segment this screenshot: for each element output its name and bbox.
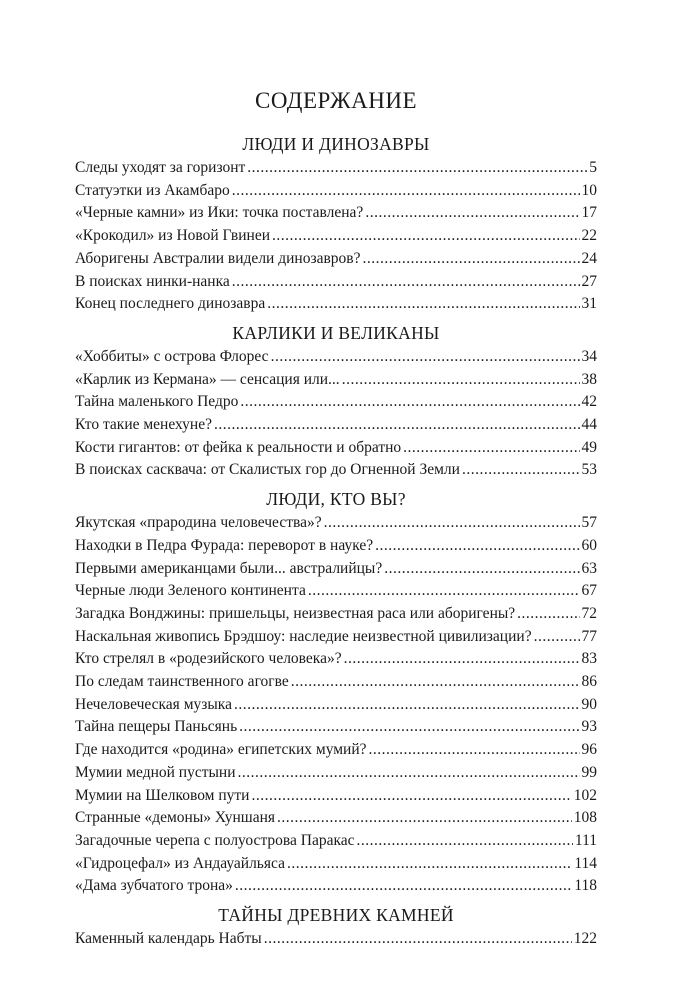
dot-leader [324,512,580,535]
dot-leader [344,648,580,671]
dot-leader [369,739,580,762]
entry-title: Якутская «прародина человечества»? [75,514,322,532]
entry-page-number: 122 [573,930,597,948]
entry-title: Аборигены Австралии видели динозавров? [75,249,361,267]
entry-title: «Крокодил» из Новой Гвинеи [75,227,270,245]
entry-title: Кости гигантов: от фейка к реальности и обратно [75,438,402,456]
entry-title: «Гидроцефал» из Андауайльяса [75,854,285,872]
toc-entry [75,648,597,671]
section-heading: КАРЛИКИ И ВЕЛИКАНЫ [232,322,440,343]
entry-page-number: 83 [581,650,597,668]
toc-entry [75,414,597,437]
entry-page-number: 90 [581,695,597,713]
entry-page-number: 42 [581,393,597,411]
entry-title: Наскальная живопись Брэдшоу: наследие неизвестной цивилизации? [75,627,532,645]
toc-entry [75,293,597,316]
dot-leader [403,437,579,460]
entry-page-number: 34 [581,347,597,365]
dot-leader [251,785,571,808]
entry-page-number: 27 [581,272,597,290]
entry-page-number: 72 [581,604,597,622]
entry-page-number: 5 [589,159,597,176]
entry-page-number: 38 [581,370,597,388]
toc-entry [75,369,597,392]
dot-leader [272,225,580,248]
entry-page-number: 31 [581,295,597,313]
toc-entry [75,928,597,951]
entry-title: Где находится «родина» египетских мумий? [75,741,367,759]
entry-title: Черные люди Зеленого континента [75,582,306,600]
dot-leader [232,180,580,203]
dot-leader [271,346,580,369]
entry-title: Загадочные черепа с полуострова Паракас [75,831,355,849]
entry-page-number: 63 [581,559,597,577]
dot-leader [308,580,580,603]
dot-leader [462,459,580,482]
entry-page-number: 17 [581,204,597,222]
entry-title: В поисках нинки-нанка [75,272,230,290]
dot-leader [277,807,572,830]
entry-title: В поисках сасквача: от Скалистых гор до Огненной Земли [75,461,460,479]
toc-entry [75,603,597,626]
entry-title: Каменный календарь Набты [75,930,262,948]
dot-leader [267,293,579,316]
toc-entry [75,580,597,603]
table-of-contents [75,131,597,951]
dot-leader [214,414,580,437]
entry-title: Статуэтки из Акамбаро [75,181,230,199]
entry-page-number: 108 [573,809,597,827]
entry-page-number: 86 [581,673,597,691]
dot-leader [287,853,572,876]
toc-entry [75,716,597,739]
entry-page-number: 77 [581,627,597,645]
entry-title: Мумии медной пустыни [75,763,236,781]
entry-page-number: 49 [581,438,597,456]
section-heading: ТАЙНЫ ДРЕВНИХ КАМНЕЙ [218,905,454,926]
entry-page-number: 114 [574,854,597,872]
toc-entry [75,512,597,535]
toc-entry [75,248,597,271]
entry-title: Мумии на Шелковом пути [75,786,250,804]
section-heading: ЛЮДИ, КТО ВЫ? [266,489,406,510]
dot-leader [517,603,579,626]
toc-entry [75,807,597,830]
dot-leader [232,271,580,294]
toc-entry [75,785,597,808]
toc-entry [75,558,597,581]
entry-title: Кто такие менехуне? [75,416,212,434]
dot-leader [240,391,579,414]
toc-entry [75,671,597,694]
toc-entry [75,346,597,369]
toc-entry [75,202,597,225]
toc-entry [75,535,597,558]
section-entries [75,157,597,316]
entry-title: Находки в Педра Фурада: переворот в науке? [75,536,374,554]
toc-entry [75,437,597,460]
entry-page-number: 118 [574,877,597,895]
entry-page-number: 53 [581,461,597,479]
entry-page-number: 111 [574,831,597,849]
dot-leader [384,558,579,581]
section-entries [75,512,597,898]
entry-page-number: 102 [573,786,597,804]
entry-title: Тайна маленького Педро [75,393,239,411]
entry-title: Загадка Вонджины: пришельцы, неизвестная раса или аборигены? [75,604,516,622]
entry-page-number: 44 [581,416,597,434]
toc-entry [75,762,597,785]
dot-leader [234,694,580,717]
entry-title: «Черные камни» из Ики: точка поставлена? [75,204,364,222]
entry-title: По следам таинственного агогве [75,673,289,691]
section-heading: ЛЮДИ И ДИНОЗАВРЫ [242,134,430,154]
dot-leader [239,716,579,739]
dot-leader [375,535,579,558]
entry-title: «Хоббиты» с острова Флорес [75,347,269,365]
toc-entry [75,157,597,180]
section-entries [75,346,597,482]
entry-page-number: 22 [581,227,597,245]
dot-leader [235,875,572,898]
dot-leader [534,626,580,649]
entry-title: Первыми американцами были... австралийцы? [75,559,383,577]
dot-leader [247,157,587,180]
toc-entry [75,271,597,294]
entry-page-number: 96 [581,741,597,759]
toc-entry [75,225,597,248]
dot-leader [264,928,572,951]
dot-leader [357,830,573,853]
dot-leader [291,671,580,694]
entry-page-number: 10 [581,181,597,199]
section-entries [75,928,597,951]
entry-title: Кто стрелял в «родезийского человека»? [75,650,342,668]
entry-title: «Карлик из Кермана» — сенсация или... [75,370,340,388]
dot-leader [362,248,579,271]
toc-page [75,88,597,955]
entry-page-number: 67 [581,582,597,600]
toc-entry [75,875,597,898]
toc-entry [75,853,597,876]
entry-title: Следы уходят за горизонт [75,159,246,176]
entry-title: «Дама зубчатого трона» [75,877,233,895]
entry-page-number: 99 [581,763,597,781]
dot-leader [365,202,579,225]
entry-title: Конец последнего динозавра [75,295,266,313]
entry-page-number: 24 [581,249,597,267]
entry-page-number: 60 [581,536,597,554]
toc-entry [75,694,597,717]
toc-entry [75,391,597,414]
dot-leader [238,762,580,785]
toc-entry [75,459,597,482]
entry-title: Странные «демоны» Хуншаня [75,809,276,827]
entry-title: Тайна пещеры Паньсянь [75,718,238,736]
toc-entry [75,180,597,203]
entry-page-number: 57 [581,514,597,532]
dot-leader [342,369,580,392]
toc-entry [75,626,597,649]
entry-title: Нечеловеческая музыка [75,695,232,713]
toc-entry [75,739,597,762]
entry-page-number: 93 [581,718,597,736]
toc-entry [75,830,597,853]
page-title: СОДЕРЖАНИЕ [254,88,417,113]
